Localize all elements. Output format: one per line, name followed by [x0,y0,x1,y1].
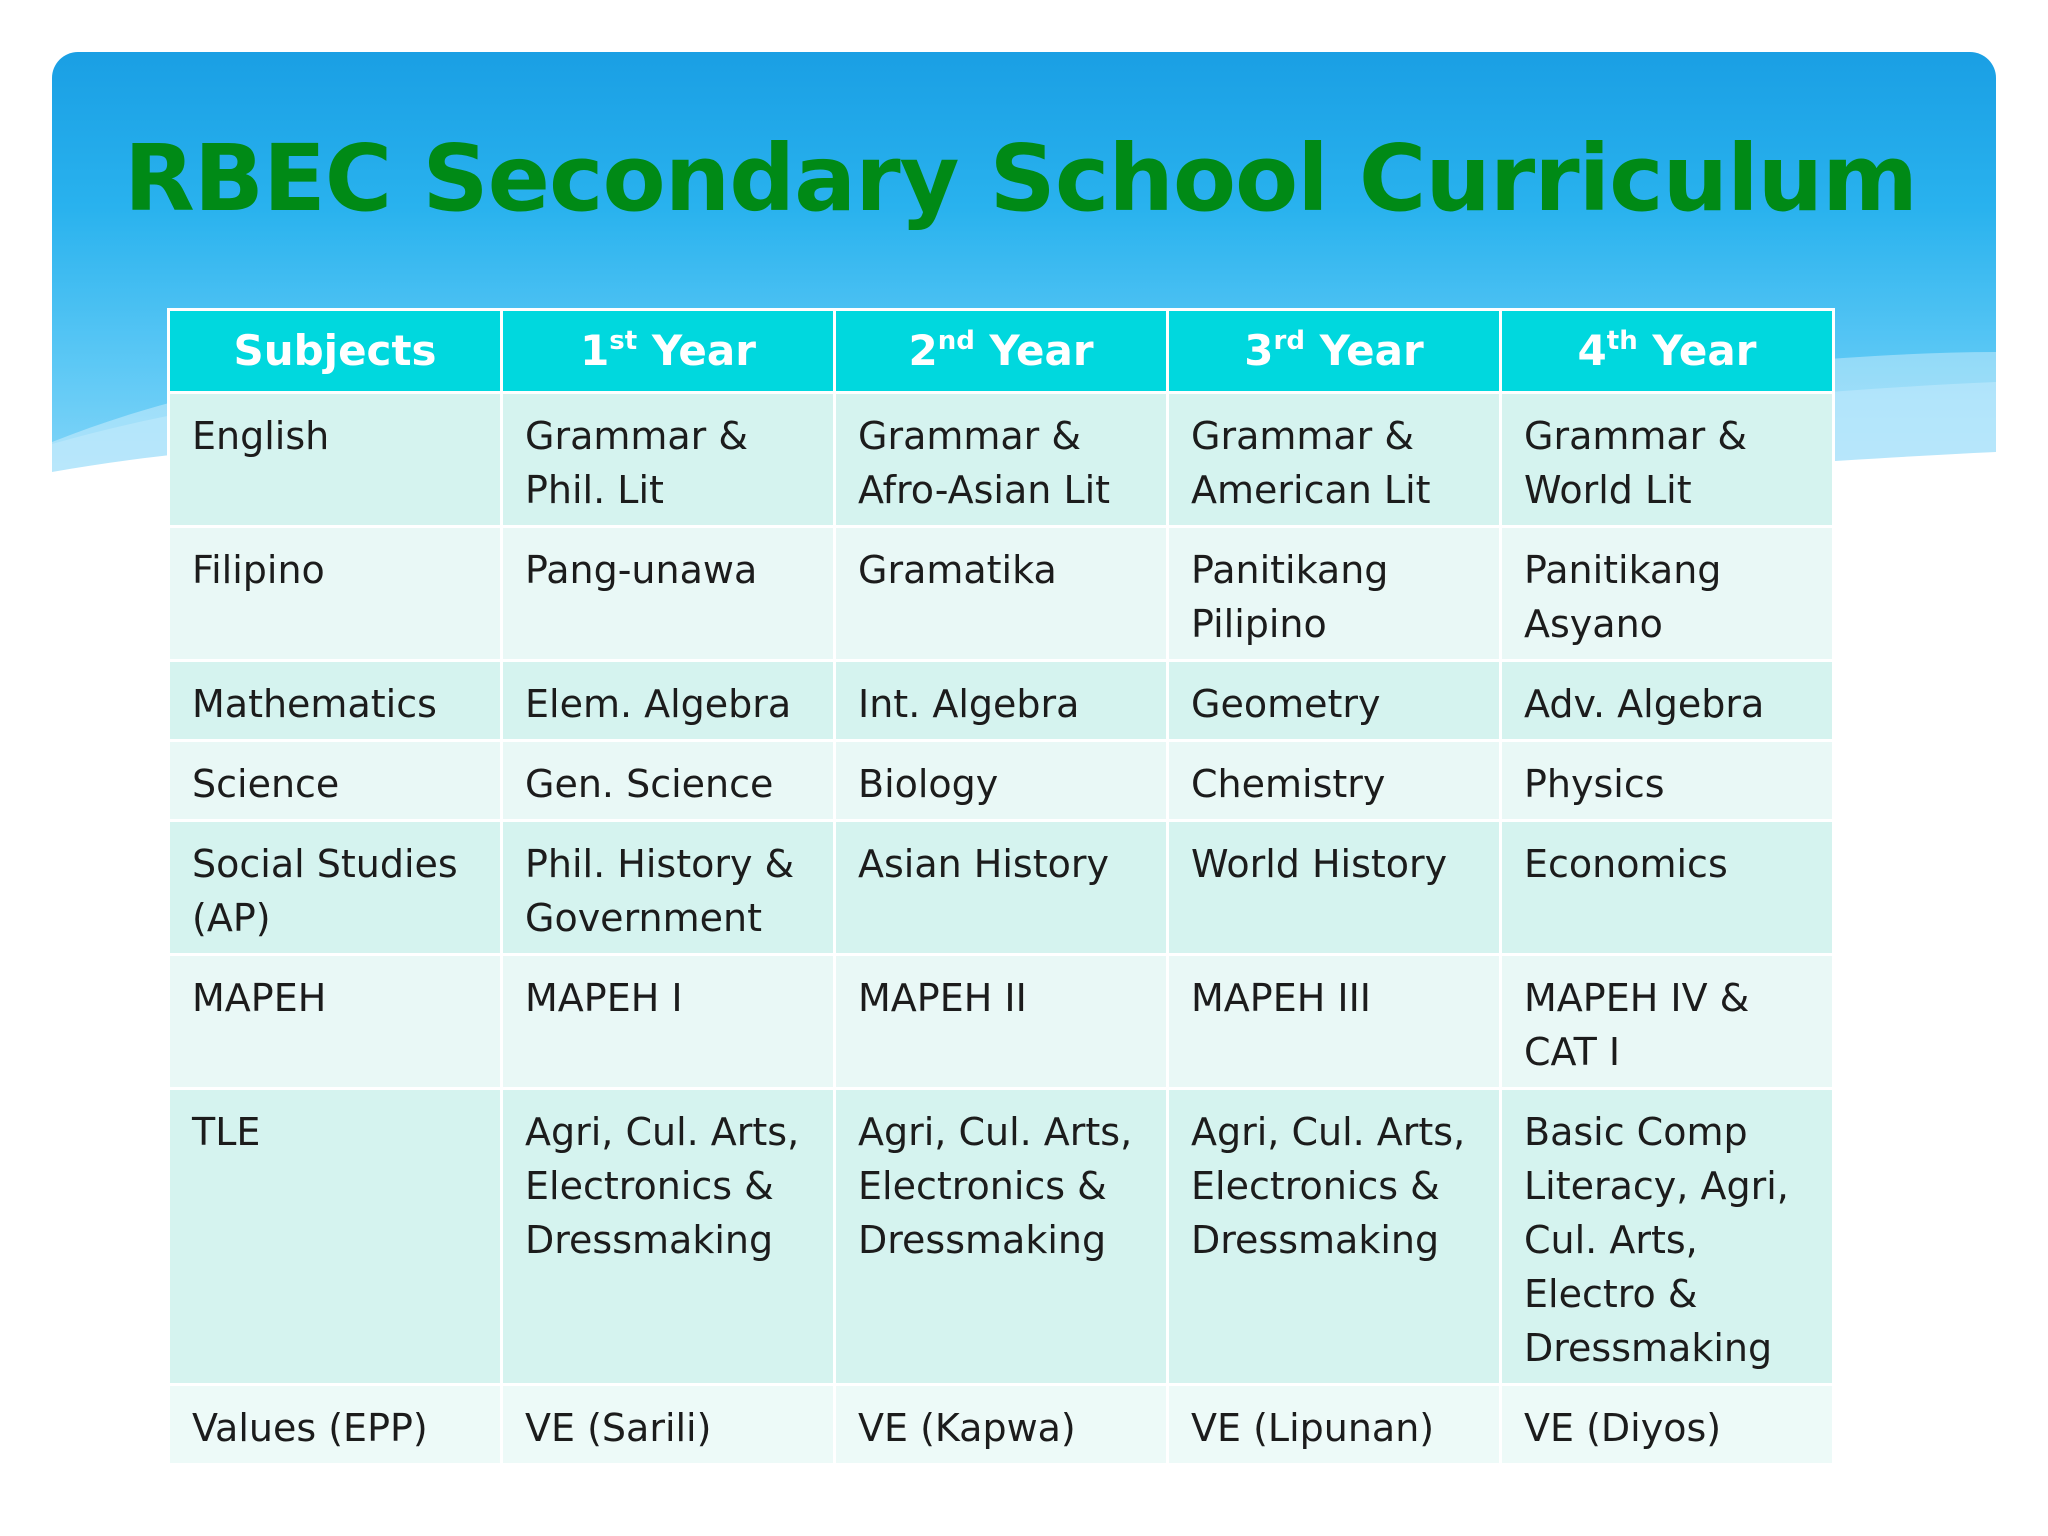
table-row-filipino [169,527,1834,661]
table-row-english [169,393,1834,527]
cell-year-1: Grammar & Phil. Lit [502,393,835,527]
cell-year-2: Grammar & Afro-Asian Lit [835,393,1168,527]
cell-year-4: Basic Comp Literacy, Agri, Cul. Arts, Electro & Dressmaking [1501,1089,1834,1385]
cell-subject: Science [169,741,502,821]
cell-year-4: Panitikang Asyano [1501,527,1834,661]
cell-year-2: Biology [835,741,1168,821]
table-row-mathematics [169,661,1834,741]
cell-year-3: Agri, Cul. Arts, Electronics & Dressmaking [1168,1089,1501,1385]
slide-title: RBEC Secondary School Curriculum [124,125,1918,232]
cell-subject: Mathematics [169,661,502,741]
table-row-tle [169,1089,1834,1385]
header-year-3: 3rd Year [1168,310,1501,393]
cell-year-3: Chemistry [1168,741,1501,821]
cell-year-4: MAPEH IV & CAT I [1501,955,1834,1089]
cell-year-4: Physics [1501,741,1834,821]
cell-year-4: Grammar & World Lit [1501,393,1834,527]
cell-subject: TLE [169,1089,502,1385]
table-row-mapeh [169,955,1834,1089]
cell-subject: Values (EPP) [169,1385,502,1464]
cell-year-4: Adv. Algebra [1501,661,1834,741]
table-row-science [169,741,1834,821]
cell-subject: Filipino [169,527,502,661]
header-year-1: 1st Year [502,310,835,393]
cell-year-2: Agri, Cul. Arts, Electronics & Dressmaking [835,1089,1168,1385]
cell-year-3: VE (Lipunan) [1168,1385,1501,1464]
cell-year-3: Panitikang Pilipino [1168,527,1501,661]
cell-year-2: VE (Kapwa) [835,1385,1168,1464]
cell-year-1: VE (Sarili) [502,1385,835,1464]
cell-subject: MAPEH [169,955,502,1089]
cell-year-1: Gen. Science [502,741,835,821]
cell-year-3: Grammar & American Lit [1168,393,1501,527]
header-year-4: 4th Year [1501,310,1834,393]
cell-year-2: Asian History [835,821,1168,955]
cell-year-2: MAPEH II [835,955,1168,1089]
table-header-row [169,310,1834,393]
cell-year-3: World History [1168,821,1501,955]
cell-year-1: Agri, Cul. Arts, Electronics & Dressmaking [502,1089,835,1385]
cell-year-1: Pang-unawa [502,527,835,661]
cell-year-1: Elem. Algebra [502,661,835,741]
cell-year-1: Phil. History & Government [502,821,835,955]
cell-subject: Social Studies (AP) [169,821,502,955]
cell-year-4: VE (Diyos) [1501,1385,1834,1464]
cell-year-3: Geometry [1168,661,1501,741]
cell-year-2: Int. Algebra [835,661,1168,741]
table-row-social-studies [169,821,1834,955]
cell-subject: English [169,393,502,527]
header-year-2: 2nd Year [835,310,1168,393]
cell-year-3: MAPEH III [1168,955,1501,1089]
cell-year-1: MAPEH I [502,955,835,1089]
cell-year-2: Gramatika [835,527,1168,661]
curriculum-table [167,308,1835,1463]
table-row-values [169,1385,1834,1464]
cell-year-4: Economics [1501,821,1834,955]
header-subjects: Subjects [169,310,502,393]
